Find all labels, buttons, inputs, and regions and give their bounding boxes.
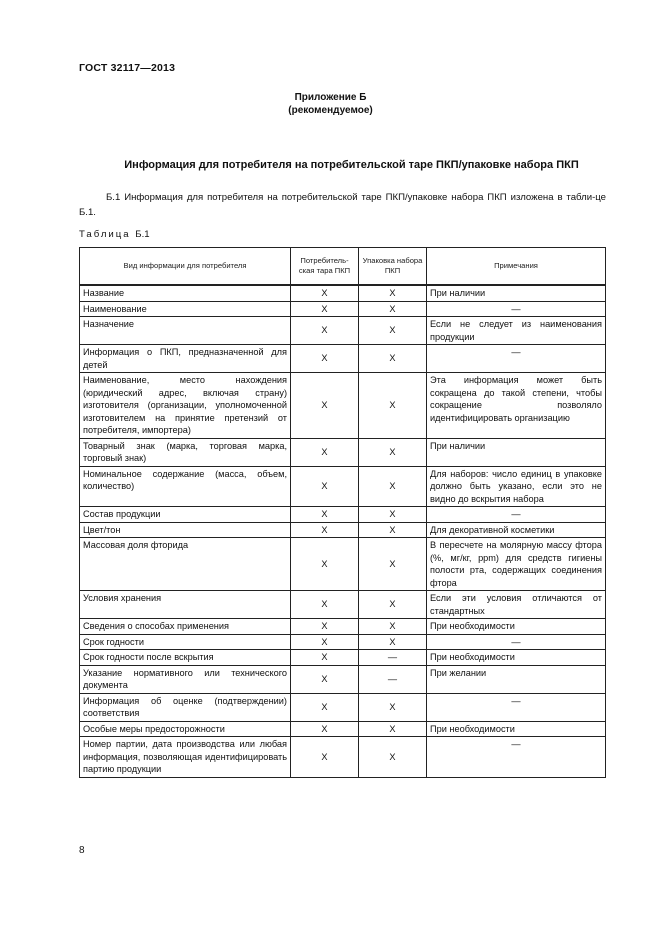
cell-set-package: X (359, 538, 427, 591)
cell-set-package: — (359, 650, 427, 666)
cell-info-type: Товарный знак (марка, торговая марка, торговый знак) (80, 438, 291, 466)
table-header-row (80, 248, 606, 286)
cell-info-type: Особые меры предосторожности (80, 721, 291, 737)
header-set-package: Упаковка набора ПКП (359, 248, 427, 286)
cell-consumer-tara: X (291, 301, 359, 317)
cell-set-package: X (359, 345, 427, 373)
table-body (80, 285, 606, 777)
cell-notes: При наличии (427, 285, 606, 301)
table-row (80, 317, 606, 345)
cell-notes: — (427, 737, 606, 778)
cell-notes: При наличии (427, 438, 606, 466)
cell-info-type: Назначение (80, 317, 291, 345)
cell-info-type: Сведения о способах применения (80, 619, 291, 635)
table-row (80, 301, 606, 317)
cell-notes: Эта информация может быть сокращена до такой степени, чтобы сокращение позволяло идентифицировать организацию (427, 373, 606, 439)
table-row (80, 721, 606, 737)
appendix-title: Приложение Б (294, 92, 367, 103)
table-row (80, 285, 606, 301)
cell-consumer-tara: X (291, 665, 359, 693)
cell-consumer-tara: X (291, 345, 359, 373)
cell-set-package: X (359, 466, 427, 507)
appendix-heading (0, 91, 661, 117)
cell-consumer-tara: X (291, 650, 359, 666)
table-row (80, 438, 606, 466)
table-row (80, 693, 606, 721)
document-header: ГОСТ 32117—2013 (79, 62, 176, 74)
cell-info-type: Номер партии, дата производства или любая информация, позволяющая идентифицировать партию продукции (80, 737, 291, 778)
table-caption (79, 229, 150, 240)
cell-consumer-tara: X (291, 619, 359, 635)
cell-consumer-tara: X (291, 466, 359, 507)
info-table (79, 247, 606, 778)
cell-set-package: X (359, 737, 427, 778)
cell-info-type: Наименование, место нахождения (юридический адрес, включая страну) изготовителя (организации, уполномоченной изготовителем на принятие претензий от потребителя, импортера) (80, 373, 291, 439)
table-row (80, 507, 606, 523)
cell-set-package: X (359, 373, 427, 439)
cell-info-type: Информация о ПКП, предназначенной для детей (80, 345, 291, 373)
cell-consumer-tara: X (291, 507, 359, 523)
cell-notes: Для наборов: число единиц в упаковке должно быть указано, если это не видно до вскрытия набора (427, 466, 606, 507)
cell-notes: При желании (427, 665, 606, 693)
cell-notes: Если не следует из наименования продукции (427, 317, 606, 345)
cell-set-package: X (359, 285, 427, 301)
cell-info-type: Цвет/тон (80, 522, 291, 538)
cell-notes: — (427, 507, 606, 523)
page-number: 8 (79, 845, 85, 856)
table-row (80, 591, 606, 619)
cell-set-package: X (359, 634, 427, 650)
header-consumer-tara: Потребитель-ская тара ПКП (291, 248, 359, 286)
cell-consumer-tara: X (291, 591, 359, 619)
cell-consumer-tara: X (291, 317, 359, 345)
table-row (80, 466, 606, 507)
table-row (80, 619, 606, 635)
intro-paragraph: Б.1 Информация для потребителя на потребительской таре ПКП/упаковке набора ПКП изложена в табли-це Б.1. (79, 192, 606, 218)
cell-set-package: X (359, 721, 427, 737)
cell-notes: В пересчете на молярную массу фтора (%, мг/кг, ppm) для средств гигиены полости рта, содержащих соединения фтора (427, 538, 606, 591)
section-title: Информация для потребителя на потребительской таре ПКП/упаковке набора ПКП (124, 159, 579, 171)
table-row (80, 650, 606, 666)
cell-info-type: Информация об оценке (подтверждении) соответствия (80, 693, 291, 721)
cell-info-type: Название (80, 285, 291, 301)
cell-info-type: Указание нормативного или технического документа (80, 665, 291, 693)
cell-consumer-tara: X (291, 373, 359, 439)
cell-info-type: Условия хранения (80, 591, 291, 619)
cell-consumer-tara: X (291, 693, 359, 721)
cell-consumer-tara: X (291, 285, 359, 301)
header-info-type: Вид информации для потребителя (80, 248, 291, 286)
cell-notes: При необходимости (427, 721, 606, 737)
cell-notes: При необходимости (427, 619, 606, 635)
cell-notes: Для декоративной косметики (427, 522, 606, 538)
cell-notes: — (427, 301, 606, 317)
table-row (80, 522, 606, 538)
cell-set-package: X (359, 317, 427, 345)
cell-info-type: Массовая доля фторида (80, 538, 291, 591)
table-row (80, 737, 606, 778)
cell-set-package: X (359, 619, 427, 635)
cell-info-type: Срок годности (80, 634, 291, 650)
cell-consumer-tara: X (291, 438, 359, 466)
cell-set-package: — (359, 665, 427, 693)
table-row (80, 538, 606, 591)
table-caption-number: Б.1 (135, 229, 150, 240)
table-row (80, 345, 606, 373)
cell-notes: Если эти условия отличаются от стандартных (427, 591, 606, 619)
cell-set-package: X (359, 522, 427, 538)
cell-consumer-tara: X (291, 634, 359, 650)
cell-notes: — (427, 634, 606, 650)
cell-consumer-tara: X (291, 737, 359, 778)
cell-info-type: Наименование (80, 301, 291, 317)
cell-set-package: X (359, 591, 427, 619)
cell-notes: — (427, 345, 606, 373)
cell-info-type: Номинальное содержание (масса, объем, количество) (80, 466, 291, 507)
appendix-subtitle: (рекомендуемое) (288, 105, 373, 116)
cell-consumer-tara: X (291, 522, 359, 538)
cell-set-package: X (359, 693, 427, 721)
table-caption-label: Таблица (79, 229, 131, 240)
cell-consumer-tara: X (291, 721, 359, 737)
cell-set-package: X (359, 301, 427, 317)
cell-set-package: X (359, 507, 427, 523)
cell-info-type: Состав продукции (80, 507, 291, 523)
cell-consumer-tara: X (291, 538, 359, 591)
header-notes: Примечания (427, 248, 606, 286)
table-row (80, 665, 606, 693)
table-row (80, 373, 606, 439)
cell-notes: При необходимости (427, 650, 606, 666)
cell-info-type: Срок годности после вскрытия (80, 650, 291, 666)
cell-set-package: X (359, 438, 427, 466)
cell-notes: — (427, 693, 606, 721)
table-row (80, 634, 606, 650)
